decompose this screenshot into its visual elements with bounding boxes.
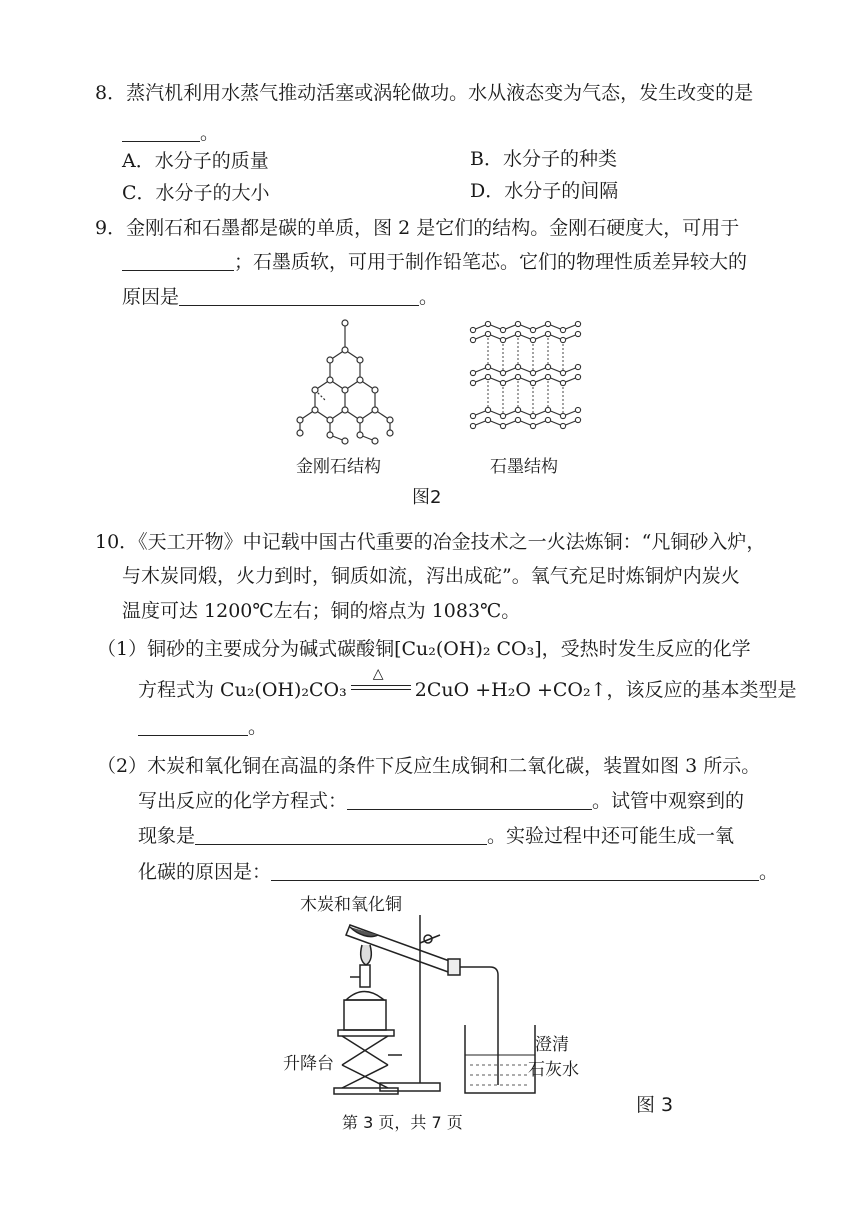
q8-option-c: C．水分子的大小 [122,182,270,204]
q10-part2-line3-suffix: 。实验过程中还可能生成一氧 [487,825,735,847]
q10-part2-line3-prefix: 现象是 [138,825,196,847]
graphite-label: 石墨结构 [490,457,558,477]
q9-line3-prefix: 原因是 [122,286,180,308]
limewater-label-1: 澄清 [535,1035,569,1055]
q8-option-a: A．水分子的质量 [122,150,269,172]
q10-part1-equation-left: 方程式为 Cu₂(OH)₂CO₃ [138,679,347,701]
q9-line3-suffix: 。 [419,286,439,308]
q10-part2-line2-prefix: 写出反应的化学方程式： [138,790,348,812]
q8-tail: 。 [200,122,220,144]
figure-2-caption: 图2 [412,487,442,508]
reactants-label: 木炭和氧化铜 [300,895,402,915]
q9-line3 [122,282,438,309]
limewater-label-2: 石灰水 [528,1060,579,1080]
graphite-structure-diagram [468,318,588,443]
q10-part2-blank-3[interactable] [271,862,759,881]
q9-blank-2[interactable] [179,287,419,306]
q9-blank-1[interactable] [122,252,234,271]
q10-part1-tail: 。 [248,716,268,738]
q8-answer-line [122,118,219,145]
q10-part2-line3 [138,821,734,848]
q8-option-d: D．水分子的间隔 [470,180,619,202]
q10-part1-line2 [138,666,797,702]
heating-triangle-icon: △ [372,666,384,682]
heating-condition-arrow [351,666,411,698]
q10-part2-line1: （2）木炭和氧化铜在高温的条件下反应生成铜和二氧化碳，装置如图 3 所示。 [97,755,761,777]
q10-part2-line4-prefix: 化碳的原因是： [138,861,272,883]
q8-option-b: B．水分子的种类 [470,148,617,170]
q10-part1-equation-right: 2CuO +H₂O +CO₂↑，该反应的基本类型是 [414,679,797,701]
q9-line2-text: ；石墨质软，可用于制作铅笔芯。它们的物理性质差异较大的 [234,251,748,273]
q10-line1: 10．《天工开物》中记载中国古代重要的冶金技术之一火法炼铜：“凡铜砂入炉， [95,531,766,553]
q10-part1-line1: （1）铜砂的主要成分为碱式碳酸铜[Cu₂(OH)₂ CO₃]，受热时发生反应的化学 [97,638,751,660]
q9-line1: 9．金刚石和石墨都是碳的单质，图 2 是它们的结构。金刚石硬度大，可用于 [95,217,740,239]
q10-part2-line2-suffix: 。试管中观察到的 [592,790,745,812]
q8-stem: 8．蒸汽机利用水蒸气推动活塞或涡轮做功。水从液态变为气态，发生改变的是 [95,82,754,104]
q10-line3: 温度可达 1200℃左右；铜的熔点为 1083℃。 [122,600,521,622]
q9-line2 [122,247,747,274]
q10-part1-line3 [138,712,267,739]
diamond-label: 金刚石结构 [296,457,381,477]
q10-part2-line4 [138,857,778,884]
q10-part2-blank-1[interactable] [347,791,592,810]
q8-answer-blank[interactable] [122,123,200,142]
diamond-structure-diagram [290,315,400,445]
lift-stand-label: 升降台 [283,1054,334,1074]
q10-part2-line2 [138,786,744,813]
page-footer: 第 3 页，共 7 页 [342,1113,463,1132]
figure-3-caption: 图 3 [636,1094,674,1116]
q10-part2-line4-suffix: 。 [759,861,779,883]
q10-part2-blank-2[interactable] [195,826,487,845]
q10-part1-blank[interactable] [138,717,248,736]
q10-line2: 与木炭同煅，火力到时，铜质如流，泻出成砣”。氧气充足时炼铜炉内炭火 [122,565,740,587]
